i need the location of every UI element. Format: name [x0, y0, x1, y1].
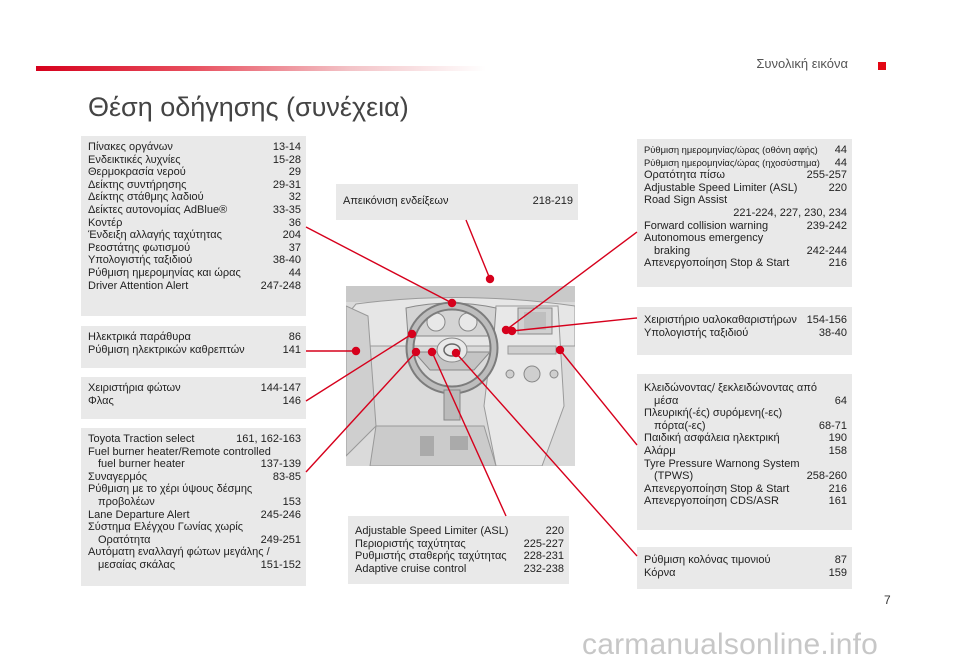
row-label: Toyota Traction select	[88, 433, 195, 445]
row-label: Πλευρική(-ές) συρόμενη(-ες)	[644, 407, 783, 420]
row-pages: 249-251	[260, 533, 301, 546]
row-label: Αλάρμ	[644, 444, 676, 457]
row-label-cont: Ορατότητα	[98, 533, 151, 546]
row-label: Απενεργοποίηση CDS/ASR	[644, 495, 779, 508]
row-label: Απεικόνιση ενδείξεων	[343, 195, 449, 207]
row-label: Κόρνα	[644, 566, 676, 579]
row-pages: 32	[288, 191, 301, 204]
row-pages: 13-14	[272, 141, 301, 153]
row-pages: 242-244	[806, 244, 847, 257]
row-pages: 216	[828, 257, 847, 270]
row-label: Σύστημα Ελέγχου Γωνίας χωρίς	[88, 521, 244, 534]
row-label-cont: fuel burner heater	[98, 458, 185, 471]
row-pages: 239-242	[806, 219, 847, 232]
row-label: Ρύθμιση ηλεκτρικών καθρεπτών	[88, 343, 245, 356]
row-pages: 232-238	[523, 562, 564, 575]
row-pages: 190	[828, 432, 847, 445]
row-pages: 161	[828, 495, 847, 508]
row-label: Ενδεικτικές λυχνίες	[88, 153, 181, 166]
row-label-cont: (TPWS)	[654, 470, 694, 483]
leader-lights	[306, 334, 412, 401]
leader-dot	[453, 350, 460, 357]
row-pages: 146	[282, 394, 301, 407]
leader-traction	[306, 352, 416, 472]
row-pages: 141	[282, 343, 301, 356]
row-label: Ορατότητα πίσω	[644, 169, 725, 182]
row-pages: 144-147	[260, 382, 301, 394]
row-pages: 29	[288, 166, 301, 179]
row-label: Υπολογιστής ταξιδιού	[644, 326, 749, 339]
row-label: Adjustable Speed Limiter (ASL)	[355, 525, 509, 537]
row-label: Απενεργοποίηση Stop & Start	[644, 482, 790, 495]
row-label: Driver Attention Alert	[88, 279, 189, 292]
leader-speed	[432, 352, 506, 516]
row-label: Ρεοστάτης φωτισμού	[88, 241, 191, 254]
row-pages: 220	[545, 525, 564, 537]
row-label: Adjustable Speed Limiter (ASL)	[644, 181, 798, 194]
row-pages: 83-85	[272, 470, 301, 483]
row-pages: 44	[834, 144, 847, 156]
row-label-cont: πόρτα(-ες)	[654, 419, 706, 432]
row-pages: 255-257	[806, 169, 847, 182]
section-title: Συνολική εικόνα	[756, 56, 848, 71]
row-label: Ένδειξη αλλαγής ταχύτητας	[88, 229, 222, 242]
row-label: Δείκτες αυτονομίας AdBlue®	[88, 203, 228, 216]
leader-steering	[456, 353, 637, 556]
row-label: Συναγερμός	[88, 470, 148, 483]
row-label: Adaptive cruise control	[355, 562, 467, 575]
row-pages: 258-260	[806, 470, 847, 483]
row-label: Πίνακες οργάνων	[88, 141, 173, 153]
leader-display	[466, 220, 490, 279]
row-pages: 161, 162-163	[236, 433, 301, 445]
leader-dot	[429, 349, 436, 356]
row-label: Ρύθμιση ημερομηνίας/ώρας (ηχοσύστημα)	[644, 156, 820, 168]
row-label: Ρύθμιση με το χέρι ύψους δέσμης	[88, 483, 253, 496]
leader-dot	[449, 300, 456, 307]
leader-dot	[409, 331, 416, 338]
row-label: Χειριστήρια φώτων	[88, 382, 181, 394]
row-label: Ρύθμιση ημερομηνίας/ώρας (οθόνη αφής)	[644, 144, 818, 155]
row-pages: 68-71	[818, 419, 847, 432]
leader-dot	[413, 349, 420, 356]
row-label: Φλας	[88, 394, 114, 407]
row-pages: 44	[288, 266, 301, 279]
row-label: Κλειδώνοντας/ ξεκλειδώνοντας από	[644, 382, 817, 394]
row-label: Ρύθμιση ημερομηνίας και ώρας	[88, 266, 241, 279]
page-number: 7	[884, 593, 891, 607]
row-label: Περιοριστής ταχύτητας	[355, 537, 466, 550]
row-label-cont: προβολέων	[98, 495, 155, 508]
row-pages: 151-152	[260, 558, 301, 571]
row-label: Δείκτης συντήρησης	[88, 178, 187, 191]
row-pages: 64	[834, 394, 847, 407]
watermark-text: carmanualsonline.info	[582, 628, 879, 661]
leader-wipers	[512, 318, 637, 331]
row-pages: 29-31	[272, 178, 301, 191]
row-label: Ρύθμιση κολόνας τιμονιού	[644, 554, 771, 566]
row-label: Fuel burner heater/Remote controlled	[88, 445, 271, 458]
row-pages: 86	[288, 331, 301, 343]
row-label: Tyre Pressure Warnong System	[644, 457, 800, 470]
row-pages: 218-219	[532, 195, 573, 207]
row-pages: 38-40	[272, 254, 301, 267]
row-pages: 221-224, 227, 230, 234	[733, 206, 847, 219]
row-pages: 36	[288, 216, 301, 229]
row-label-cont: μέσα	[654, 394, 679, 407]
row-pages: 33-35	[272, 203, 301, 216]
row-pages: 247-248	[260, 279, 301, 292]
row-label: Road Sign Assist	[644, 194, 728, 207]
row-pages: 38-40	[818, 326, 847, 339]
row-label: Χειριστήριο υαλοκαθαριστήρων	[644, 314, 797, 326]
row-label: Autonomous emergency	[644, 232, 764, 245]
row-pages: 137-139	[260, 458, 301, 471]
row-label: Ηλεκτρικά παράθυρα	[88, 331, 191, 343]
row-pages: 225-227	[523, 537, 564, 550]
leader-dot	[487, 276, 494, 283]
row-pages: 204	[282, 229, 301, 242]
row-label: Lane Departure Alert	[88, 508, 190, 521]
row-label: Αυτόματη εναλλαγή φώτων μεγάλης /	[88, 546, 270, 559]
row-pages: 154-156	[806, 314, 847, 326]
leader-dot	[557, 347, 564, 354]
row-pages: 245-246	[260, 508, 301, 521]
row-pages: 87	[834, 554, 847, 566]
row-label: Δείκτης στάθμης λαδιού	[88, 191, 204, 204]
row-pages: 228-231	[523, 550, 564, 563]
row-label-cont: braking	[654, 244, 691, 257]
leader-instruments	[306, 227, 452, 303]
row-label: Υπολογιστής ταξιδιού	[88, 254, 193, 267]
row-label: Forward collision warning	[644, 219, 769, 232]
row-label-cont: μεσαίας σκάλας	[98, 558, 176, 571]
leader-locks	[560, 350, 637, 445]
row-pages: 220	[828, 181, 847, 194]
row-pages: 159	[828, 566, 847, 579]
leader-dot	[509, 328, 516, 335]
row-pages: 153	[282, 495, 301, 508]
leader-dot	[353, 348, 360, 355]
leader-settings	[506, 232, 637, 330]
row-label: Ρυθμιστής σταθερής ταχύτητας	[355, 550, 507, 563]
row-pages: 37	[288, 241, 301, 254]
row-pages: 158	[828, 444, 847, 457]
row-pages: 15-28	[272, 153, 301, 166]
row-label: Παιδική ασφάλεια ηλεκτρική	[644, 432, 780, 445]
row-label: Απενεργοποίηση Stop & Start	[644, 257, 790, 270]
page-title: Θέση οδήγησης (συνέχεια)	[88, 92, 409, 122]
row-pages: 216	[828, 482, 847, 495]
row-pages: 44	[834, 156, 847, 169]
row-label: Κοντέρ	[88, 216, 123, 229]
row-label: Θερμοκρασία νερού	[88, 166, 186, 179]
